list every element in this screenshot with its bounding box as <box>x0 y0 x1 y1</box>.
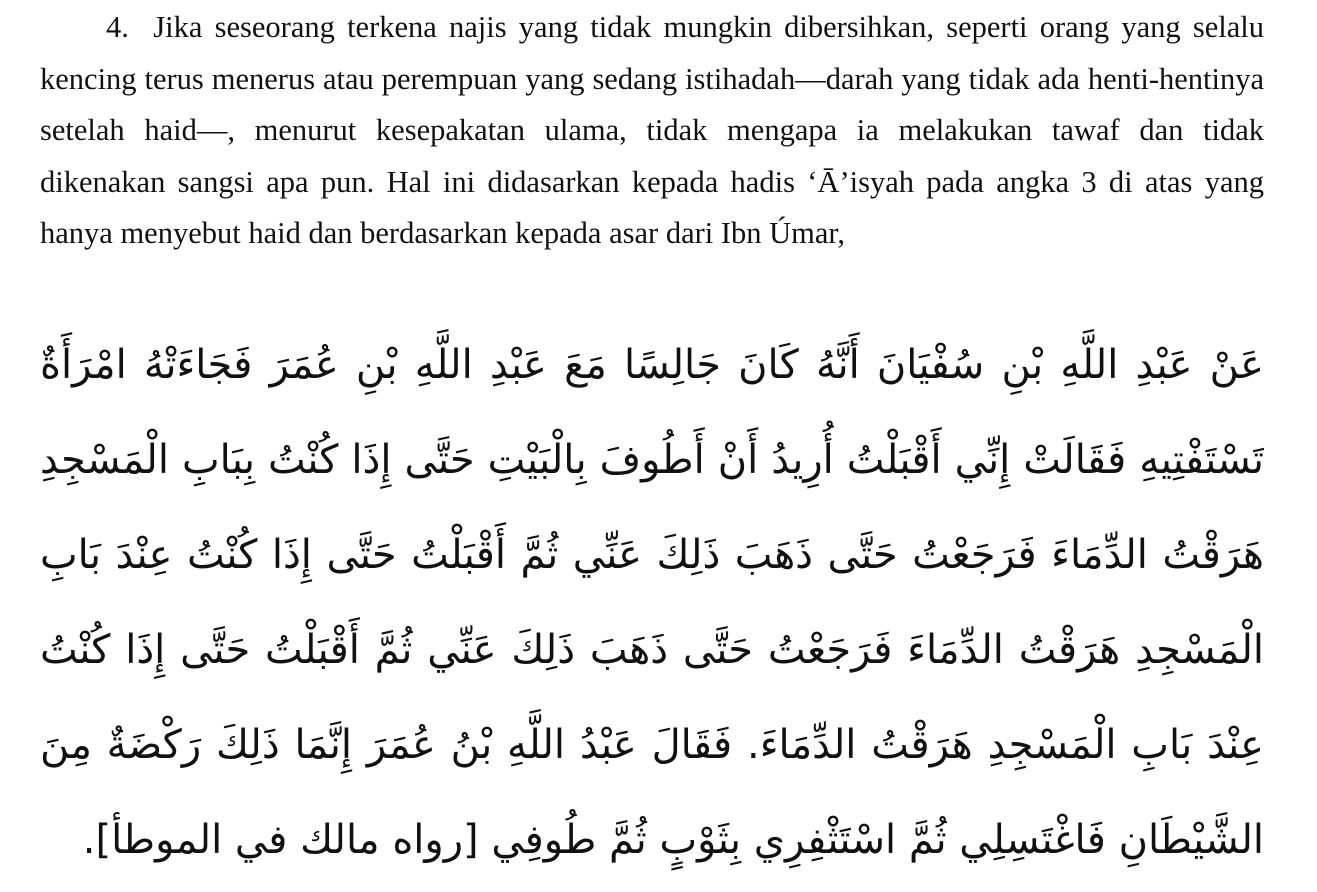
paragraph-4 <box>40 0 1264 260</box>
paragraph-text: Jika seseorang terkena najis yang tidak mungkin dibersihkan, seperti orang yang selalu kencing terus menerus atau perempuan yang sedang istihadah—darah yang tidak ada henti-hentinya setelah haid—, menurut kesepakatan ulama, tidak mengapa ia melakukan tawaf dan tidak dikenakan sangsi apa pun. Hal ini didasarkan kepada hadis ‘Ā’isyah pada angka 3 di atas yang hanya menyebut haid dan berdasarkan kepada asar dari Ibn Úmar, <box>40 10 1265 250</box>
arabic-line: هَرَقْتُ الدِّمَاءَ فَرَجَعْتُ حَتَّى ذَهَبَ ذَلِكَ عَنِّي ثُمَّ أَقْبَلْتُ حَتَّى إِذَا كُنْتُ عِنْدَ بَابِ <box>40 532 1264 578</box>
document-page <box>40 0 1264 260</box>
paragraph-number: 4. <box>106 10 129 44</box>
arabic-hadith-text <box>40 318 1264 888</box>
arabic-line: الشَّيْطَانِ فَاغْتَسِلِي ثُمَّ اسْتَثْفِرِي بِثَوْبٍ ثُمَّ طُوفِي [رواه مالك في الموطأ]. <box>82 817 1264 863</box>
arabic-line: عِنْدَ بَابِ الْمَسْجِدِ هَرَقْتُ الدِّمَاءَ. فَقَالَ عَبْدُ اللَّهِ بْنُ عُمَرَ إِنَّمَا ذَلِكَ رَكْضَةٌ مِنَ <box>40 722 1264 768</box>
arabic-line: الْمَسْجِدِ هَرَقْتُ الدِّمَاءَ فَرَجَعْتُ حَتَّى ذَهَبَ ذَلِكَ عَنِّي ثُمَّ أَقْبَلْتُ حَتَّى إِذَا كُنْتُ <box>40 627 1264 673</box>
arabic-line: عَنْ عَبْدِ اللَّهِ بْنِ سُفْيَانَ أَنَّهُ كَانَ جَالِسًا مَعَ عَبْدِ اللَّهِ بْنِ عُمَرَ فَجَاءَتْهُ امْرَأَةٌ <box>40 342 1264 388</box>
arabic-line: تَسْتَفْتِيهِ فَقَالَتْ إِنِّي أَقْبَلْتُ أُرِيدُ أَنْ أَطُوفَ بِالْبَيْتِ حَتَّى إِذَا كُنْتُ بِبَابِ الْمَسْجِدِ <box>40 437 1264 483</box>
